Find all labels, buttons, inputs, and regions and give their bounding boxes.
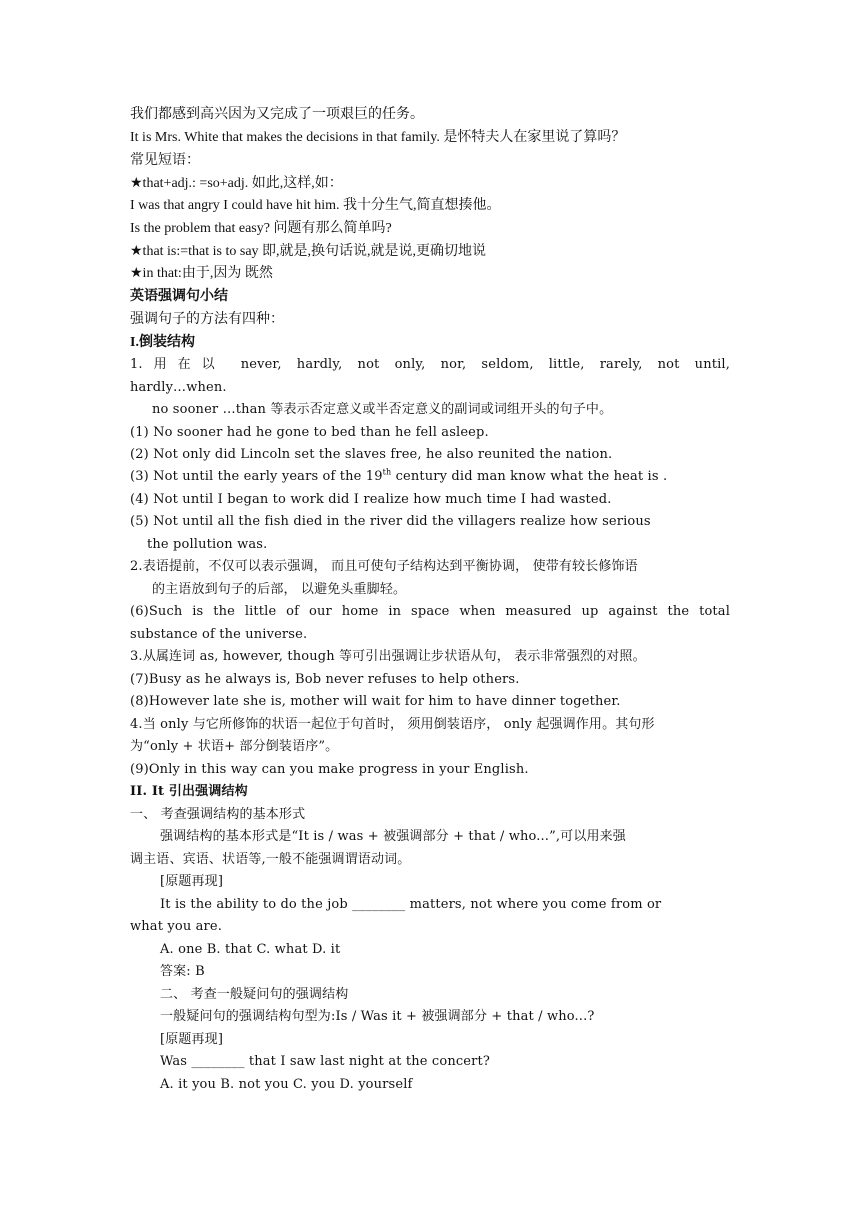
text-segment: century did man know what the heat is . [391,469,668,484]
question-text: what you are. [130,919,223,934]
text-line: hardly…when. [130,380,227,395]
text-line: 一般疑问句的强调结构句型为:Is / Was it + 被强调部分 + that / who...? [160,1009,595,1024]
example-sentence: (4) Not until I began to work did I realize how much time I had wasted. [130,492,612,507]
example-sentence: (2) Not only did Lincoln set the slaves free, he also reunited the nation. [130,447,613,462]
text-line: 强调结构的基本形式是“It is / was + 被强调部分 + that / who...”,可以用来强 [160,829,626,844]
text-line: 为“only + 状语+ 部分倒装语序”。 [130,739,339,754]
subsection-heading: 二、 考查一般疑问句的强调结构 [160,987,349,1002]
text-line: [原题再现] [160,874,224,889]
section-heading: II. It 引出强调结构 [130,784,248,799]
text-line: 1.用在以 never, hardly, not only, nor, seldom, little, rarely, not until, [130,357,730,372]
question-text: It is the ability to do the job ________ matters, not where you come from or [160,897,662,912]
text-line: 常见短语： [130,153,200,168]
text-line: 2.表语提前，不仅可以表示强调， 而且可使句子结构达到平衡协调， 使带有较长修饰语 [130,559,638,574]
text-line: the pollution was. [147,537,268,552]
example-sentence [130,467,667,489]
text-segment: (3) Not until the early years of the 19 [130,469,383,484]
text-line: 强调句子的方法有四种： [130,312,284,327]
text-line: ★that is:=that is to say 即,就是,换句话说,就是说,更确切地说 [130,244,487,259]
example-sentence: (6)Such is the little of our home in space when measured up against the total [130,604,730,619]
section-heading: 英语强调句小结 [130,289,228,304]
text-line: no sooner …than 等表示否定意义或半否定意义的副词或词组开头的句子中。 [152,402,613,417]
example-sentence: (9)Only in this way can you make progress in your English. [130,762,529,777]
text-line: It is Mrs. White that makes the decisions in that family. 是怀特夫人在家里说了算吗？ [130,130,626,145]
text-line: 的主语放到句子的后部， 以避免头重脚轻。 [152,582,407,597]
example-sentence: (5) Not until all the fish died in the river did the villagers realize how serious [130,514,651,529]
text-line: I was that angry I could have hit him. 我十分生气,简直想揍他。 [130,198,501,213]
text-line: Is the problem that easy? 问题有那么简单吗? [130,221,392,236]
subsection-heading: 一、 考查强调结构的基本形式 [130,807,306,822]
text-line: 我们都感到高兴因为又完成了一项艰巨的任务。 [130,107,424,122]
question-text: Was ________ that I saw last night at the concert? [160,1054,490,1069]
example-sentence: (8)However late she is, mother will wait for him to have dinner together. [130,694,621,709]
section-heading: I.倒装结构 [130,335,195,350]
text-line: substance of the universe. [130,627,308,642]
example-sentence: (1) No sooner had he gone to bed than he fell asleep. [130,425,489,440]
answer-key: 答案: B [160,964,205,979]
text-line: ★that+adj.: =so+adj. 如此,这样,如： [130,176,343,191]
text-line: ★in that:由于,因为 既然 [130,266,273,281]
text-line: 3.从属连词 as, however, though 等可引出强调让步状语从句， 表示非常强烈的对照。 [130,649,646,664]
text-line: [原题再现] [160,1032,224,1047]
answer-options: A. one B. that C. what D. it [160,942,341,957]
text-line: 4.当 only 与它所修饰的状语一起位于句首时， 须用倒装语序， only 起强调作用。其句形 [130,717,655,732]
text-line: 调主语、宾语、状语等,一般不能强调谓语动词。 [130,852,411,867]
example-sentence: (7)Busy as he always is, Bob never refuses to help others. [130,672,520,687]
answer-options: A. it you B. not you C. you D. yourself [160,1077,413,1092]
superscript: th [382,467,392,477]
